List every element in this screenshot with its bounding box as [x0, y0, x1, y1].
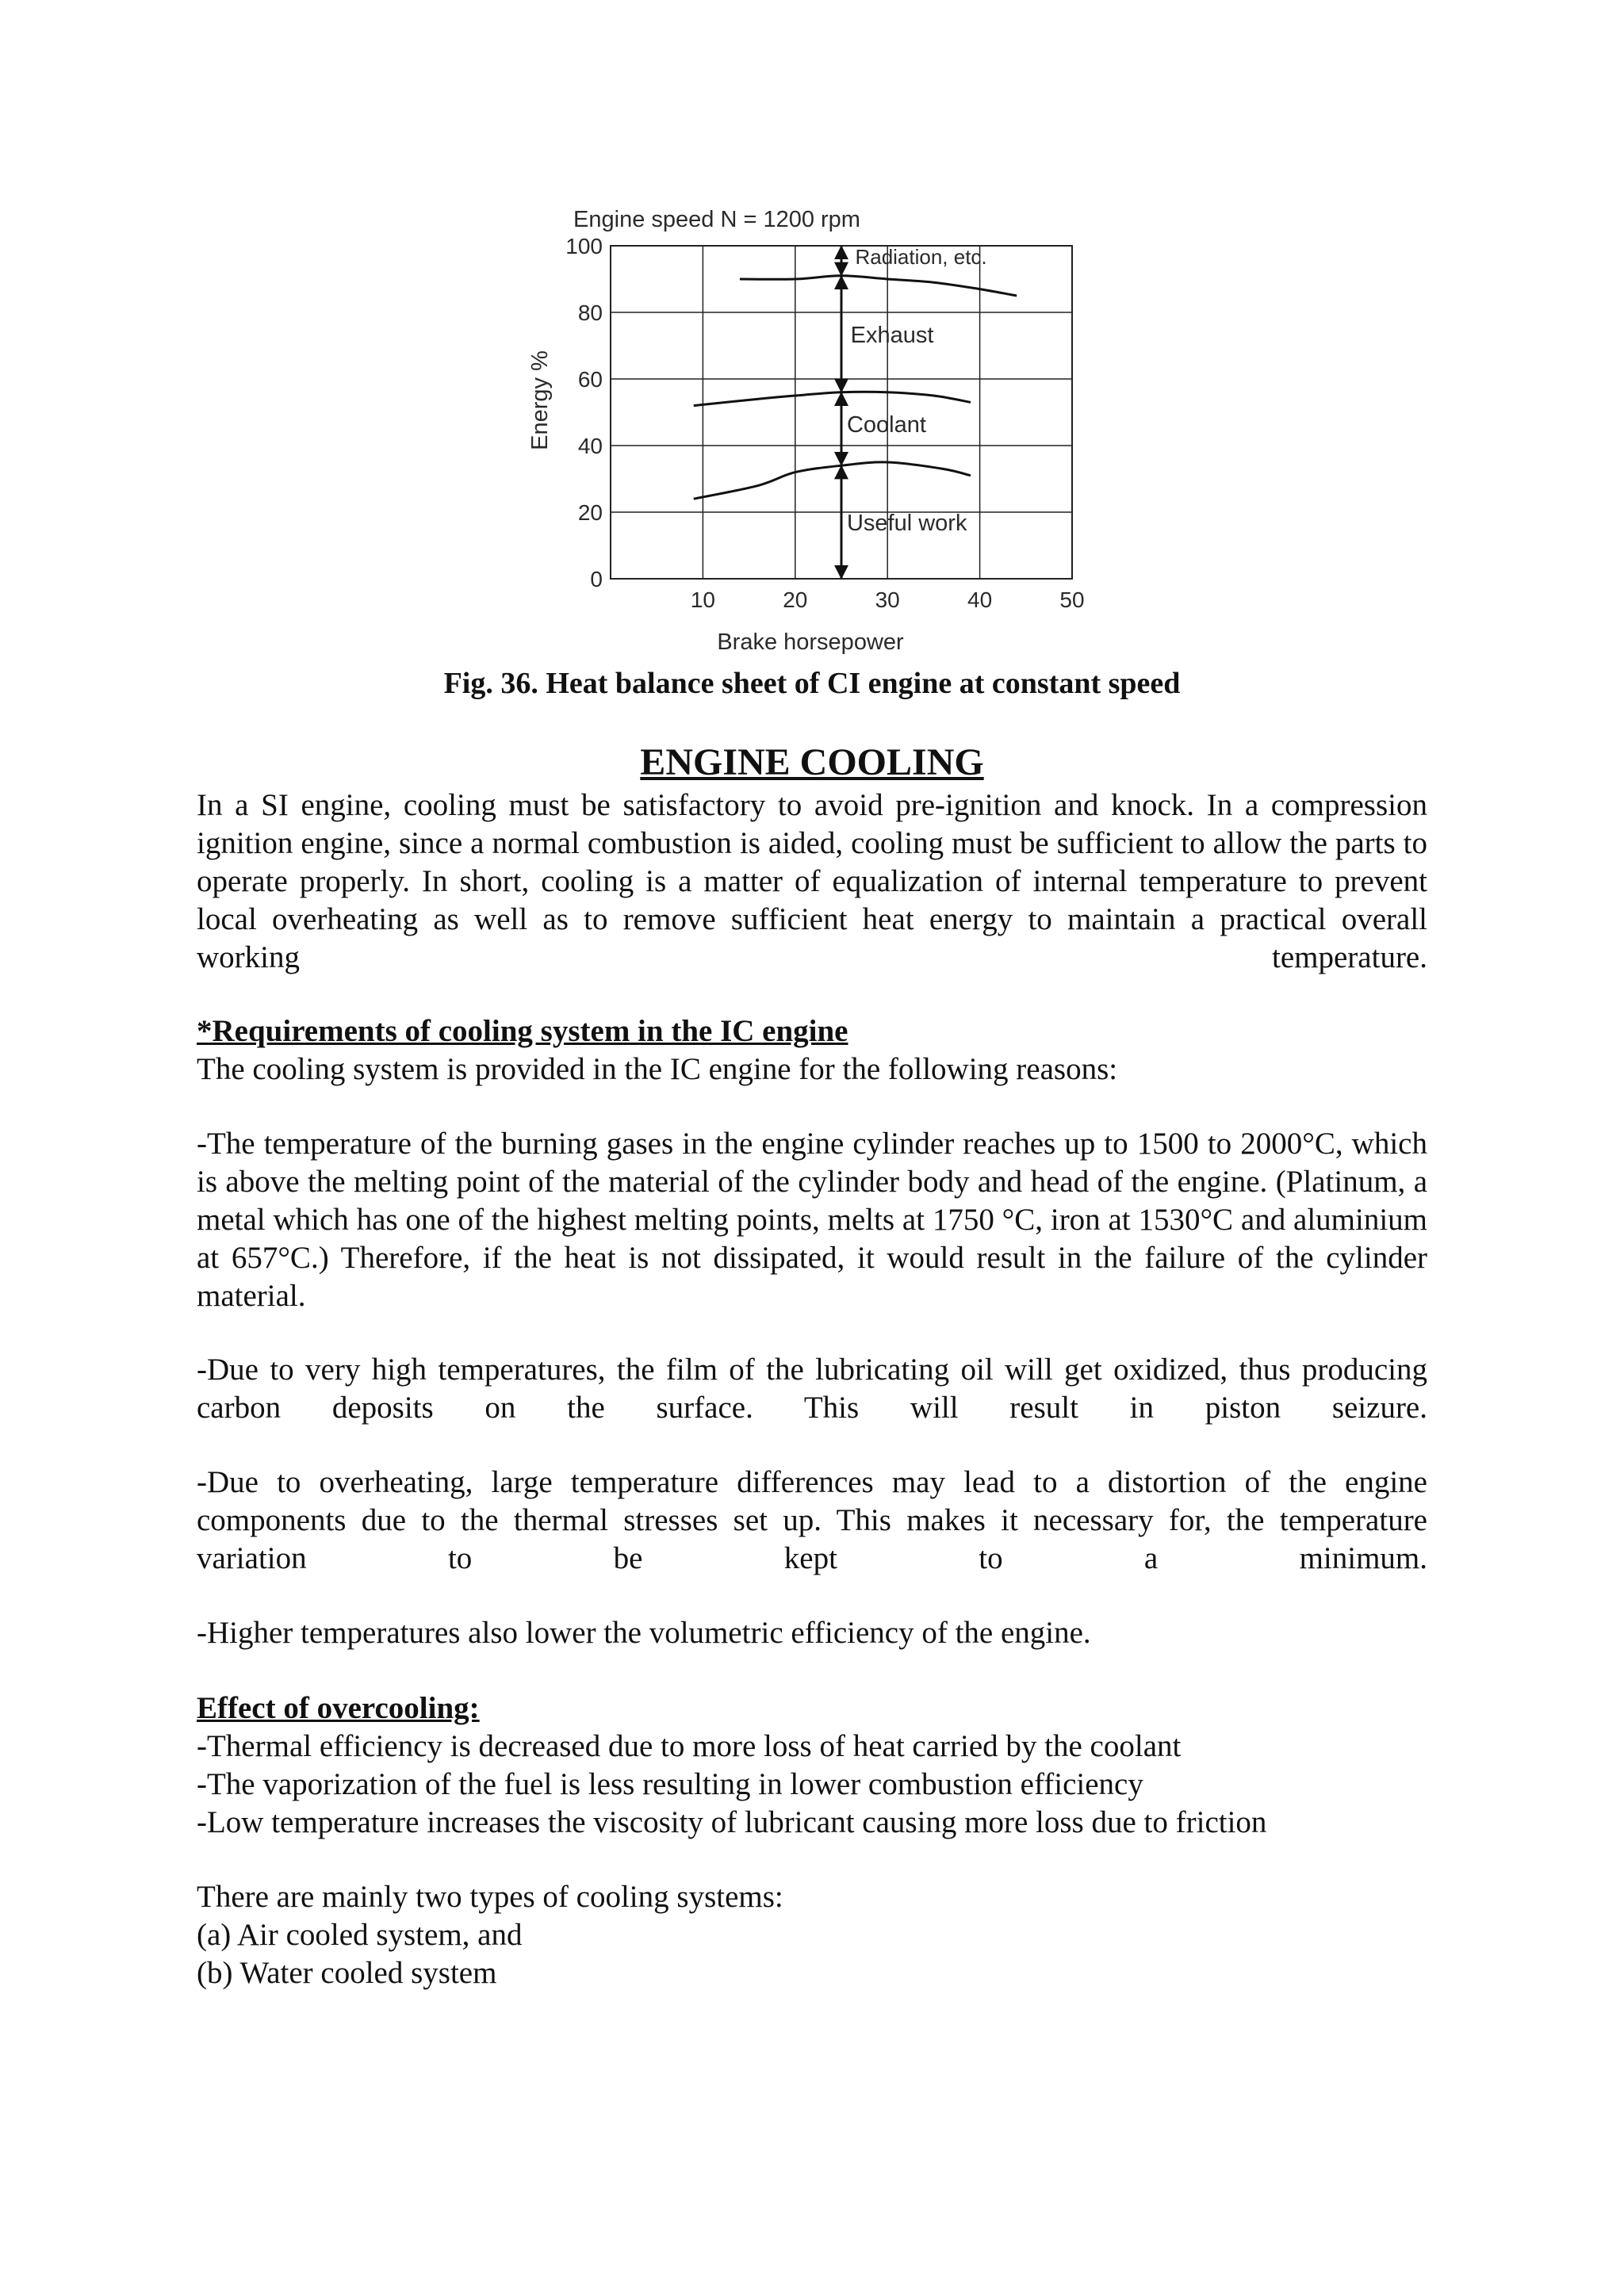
types-lead: There are mainly two types of cooling systems:	[197, 1880, 783, 1914]
overcooling-item: -Thermal efficiency is decreased due to more loss of heat carried by the coolant	[197, 1729, 1182, 1763]
series-line-coolant	[694, 392, 971, 405]
y-tick-label: 40	[577, 434, 603, 458]
y-tick-label: 60	[577, 367, 603, 392]
band-label-coolant: Coolant	[846, 412, 926, 438]
page-title: ENGINE COOLING	[640, 741, 984, 783]
y-tick-label: 0	[590, 567, 603, 591]
y-tick-label: 80	[577, 300, 603, 325]
y-tick-label: 100	[565, 234, 603, 258]
requirement-point: -The temperature of the burning gases in the engine cylinder reaches up to 1500 to 2000°C, which is above the melting point of the material of the cylinder body and head of the engine. (Platinum, a metal which has one of the highest melting points, melts at 1750 °C, iron at 1530°C and aluminium at 657°C.) Therefore, if the heat is not dissipated, it would result in the failure of the cylinder material.	[197, 1127, 1427, 1313]
y-axis-label: Energy %	[527, 350, 553, 450]
y-tick-label: 20	[577, 500, 603, 525]
x-axis-label: Brake horsepower	[717, 629, 904, 655]
intro-paragraph: In a SI engine, cooling must be satisfactory to avoid pre-ignition and knock. In a compression ignition engine, since a normal combustion is aided, cooling must be sufficient to allow the parts to operate properly. In short, cooling is a matter of equalization of internal temperature to prevent local overheating as well as to remove sufficient heat energy to maintain a practical overall working temperature.	[197, 788, 1427, 974]
types-item: (b) Water cooled system	[197, 1956, 497, 1990]
x-tick-label: 50	[1059, 587, 1085, 612]
band-label-exhaust: Exhaust	[850, 322, 934, 348]
heat-balance-chart	[508, 197, 1110, 664]
series-line-useful-work	[694, 462, 971, 499]
chart-title: Engine speed N = 1200 rpm	[573, 207, 860, 232]
requirement-point: -Higher temperatures also lower the volumetric efficiency of the engine.	[197, 1616, 1091, 1650]
band-label-useful-work: Useful work	[846, 511, 967, 537]
figure-caption: Fig. 36. Heat balance sheet of CI engine at constant speed	[443, 667, 1181, 700]
x-tick-label: 20	[783, 587, 808, 612]
x-tick-label: 10	[690, 587, 715, 612]
requirements-heading: *Requirements of cooling system in the IC engine	[197, 1014, 848, 1048]
types-item: (a) Air cooled system, and	[197, 1918, 523, 1952]
overcooling-item: -The vaporization of the fuel is less resulting in lower combustion efficiency	[197, 1767, 1143, 1801]
overcooling-item: -Low temperature increases the viscosity of lubricant causing more loss due to friction	[197, 1805, 1267, 1839]
requirements-lead: The cooling system is provided in the IC engine for the following reasons:	[197, 1052, 1118, 1086]
x-tick-label: 30	[875, 587, 900, 612]
requirement-point: -Due to overheating, large temperature differences may lead to a distortion of the engine components due to the thermal stresses set up. This makes it necessary for, the temperature variation to be kept to a minimum.	[197, 1465, 1427, 1575]
band-label-radiation: Radiation, etc.	[855, 245, 987, 270]
x-tick-label: 40	[967, 587, 993, 612]
overcooling-heading: Effect of overcooling:	[197, 1691, 480, 1725]
requirement-point: -Due to very high temperatures, the film of the lubricating oil will get oxidized, thus producing carbon deposits on the surface. This will result in piston seizure.	[197, 1353, 1427, 1425]
series-line-radiation-etc	[740, 276, 1017, 296]
